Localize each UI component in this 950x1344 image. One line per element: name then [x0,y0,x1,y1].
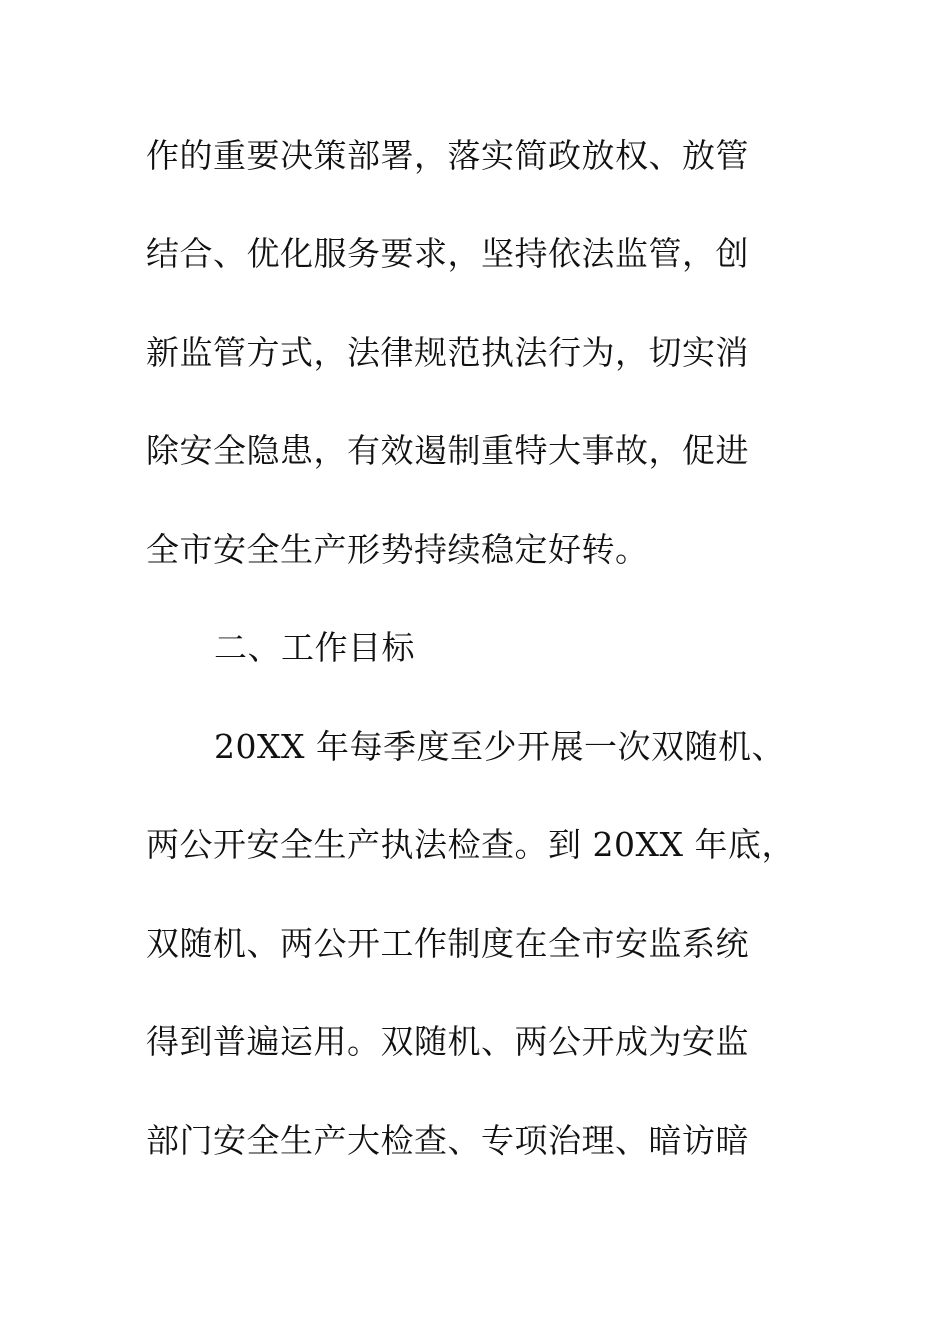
body-text-line: 部门安全生产大检查、专项治理、暗访暗 [146,1121,749,1160]
body-text-line: 新监管方式，法律规范执法行为，切实消 [146,333,749,372]
body-text-line: 结合、优化服务要求，坚持依法监管，创 [146,234,749,273]
body-text-line: 作的重要决策部署，落实简政放权、放管 [146,136,749,175]
body-text-line: 全市安全生产形势持续稳定好转。 [146,530,649,569]
body-text-line: 双随机、两公开工作制度在全市安监系统 [146,924,749,963]
body-text-line: 除安全隐患，有效遏制重特大事故，促进 [146,431,749,470]
body-text-line: 得到普遍运用。双随机、两公开成为安监 [146,1022,749,1061]
section-heading: 二、工作目标 [214,628,415,667]
body-text-line: 20XX 年每季度至少开展一次双随机、 [214,727,785,766]
body-text-line: 两公开安全生产执法检查。到 20XX 年底， [146,825,795,864]
